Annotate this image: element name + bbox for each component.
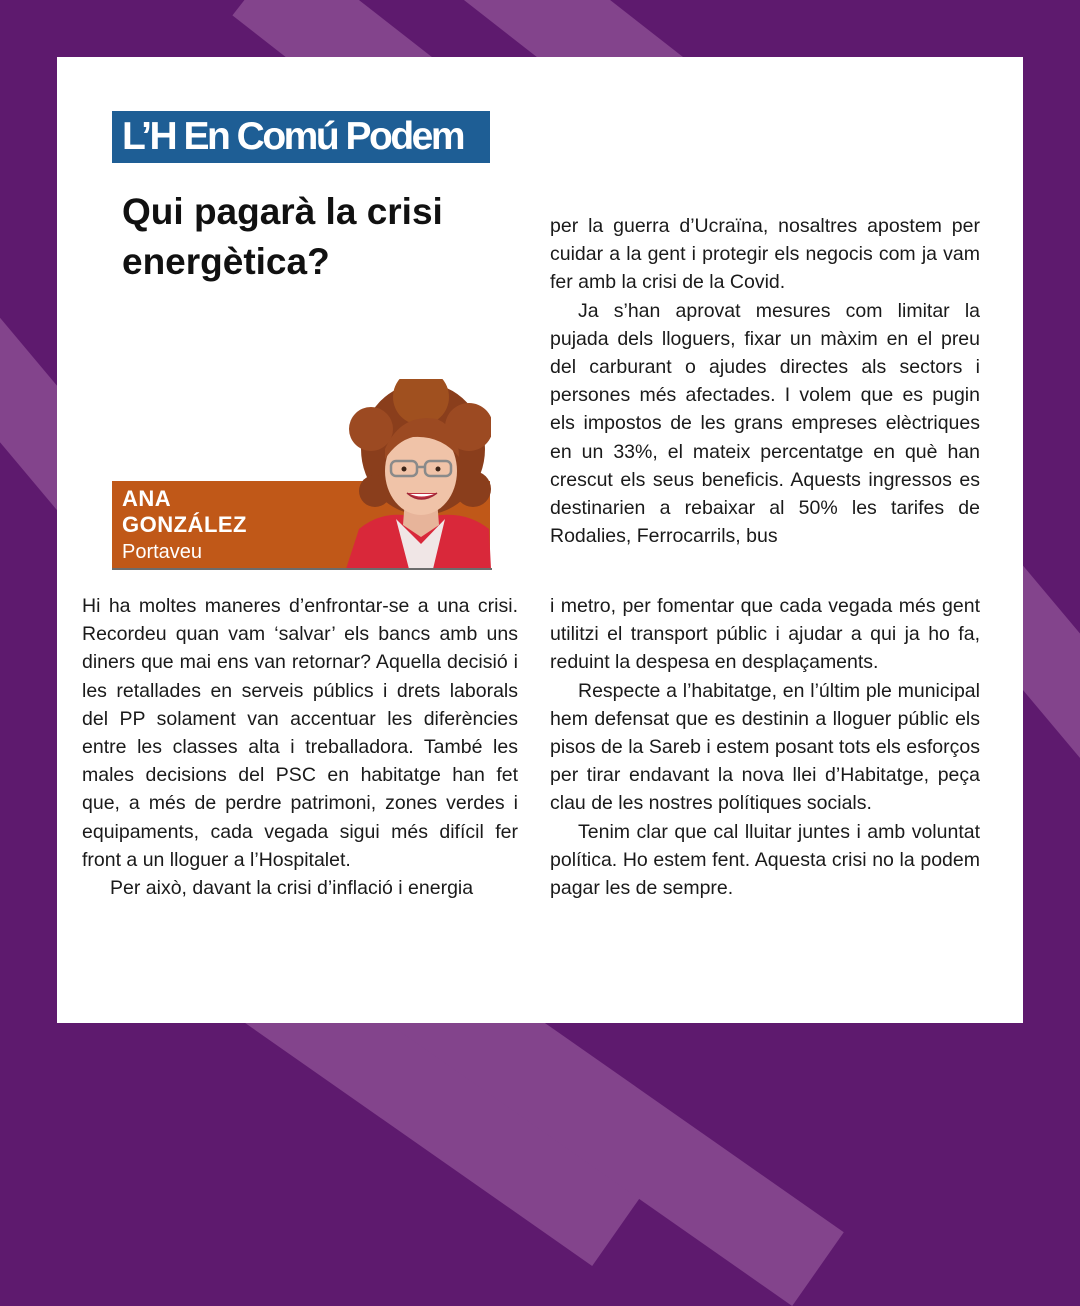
article-column-bottom-left: Hi ha moltes maneres d’enfrontar-se a una crisi. Recordeu quan vam ‘salvar’ els bancs amb uns diners que mai ens van retornar? Aquella decisió i les retallades en serveis públics i drets laborals del PP solament van accentuar les diferències entre les classes alta i treballadora. També les males decisions del PSC en habitatge han fet que, a més de perdre patrimoni, zones verdes i equipaments, cada vegada sigui més difícil fer front a un lloguer a l’Hospitalet. Per això, davant la crisi d’inflació i energia [82, 595, 518, 900]
portrait-underline [112, 568, 492, 570]
article-column-top-right: per la guerra d’Ucraïna, nosaltres apostem per cuidar a la gent i protegir els negocis com ja vam fer amb la crisi de la Covid. Ja s’han aprovat mesures com limitar la pujada dels lloguers, fixar un màxim en el preu del carburant o ajudes directes als sectors i persones més afectades. I volem que es pugin els impostos de les grans empreses elèctriques en un 33%, el mateix percentatge en què han crescut els seus beneficis. Aquests ingressos es destinarien a rebaixar al 50% les tarifes de Rodalies, Ferrocarrils, bus [550, 215, 980, 548]
article-column-bottom-right: i metro, per fomentar que cada vegada més gent utilitzi el transport públic i ajudar a qui ja ho fa, reduint la despesa en desplaçaments. Respecte a l’habitatge, en l’últim ple municipal hem defensat que es destinin a lloguer públic els pisos de la Sareb i estem posant tots els esforços per tirar endavant la nova llei d’Habitatge, peça clau de les nostres polítiques socials. Tenim clar que cal lluitar juntes i amb voluntat política. Ho estem fent. Aquesta crisi no la podem pagar les de sempre. [550, 595, 980, 900]
author-portrait-image [341, 379, 491, 569]
section-banner: L’H En Comú Podem [112, 111, 490, 163]
author-name: ANA GONZÁLEZ [122, 486, 247, 537]
article-headline: Qui pagarà la crisi energètica? [122, 191, 443, 282]
newspaper-clipping [57, 57, 1023, 1023]
author-role: Portaveu [122, 541, 203, 563]
